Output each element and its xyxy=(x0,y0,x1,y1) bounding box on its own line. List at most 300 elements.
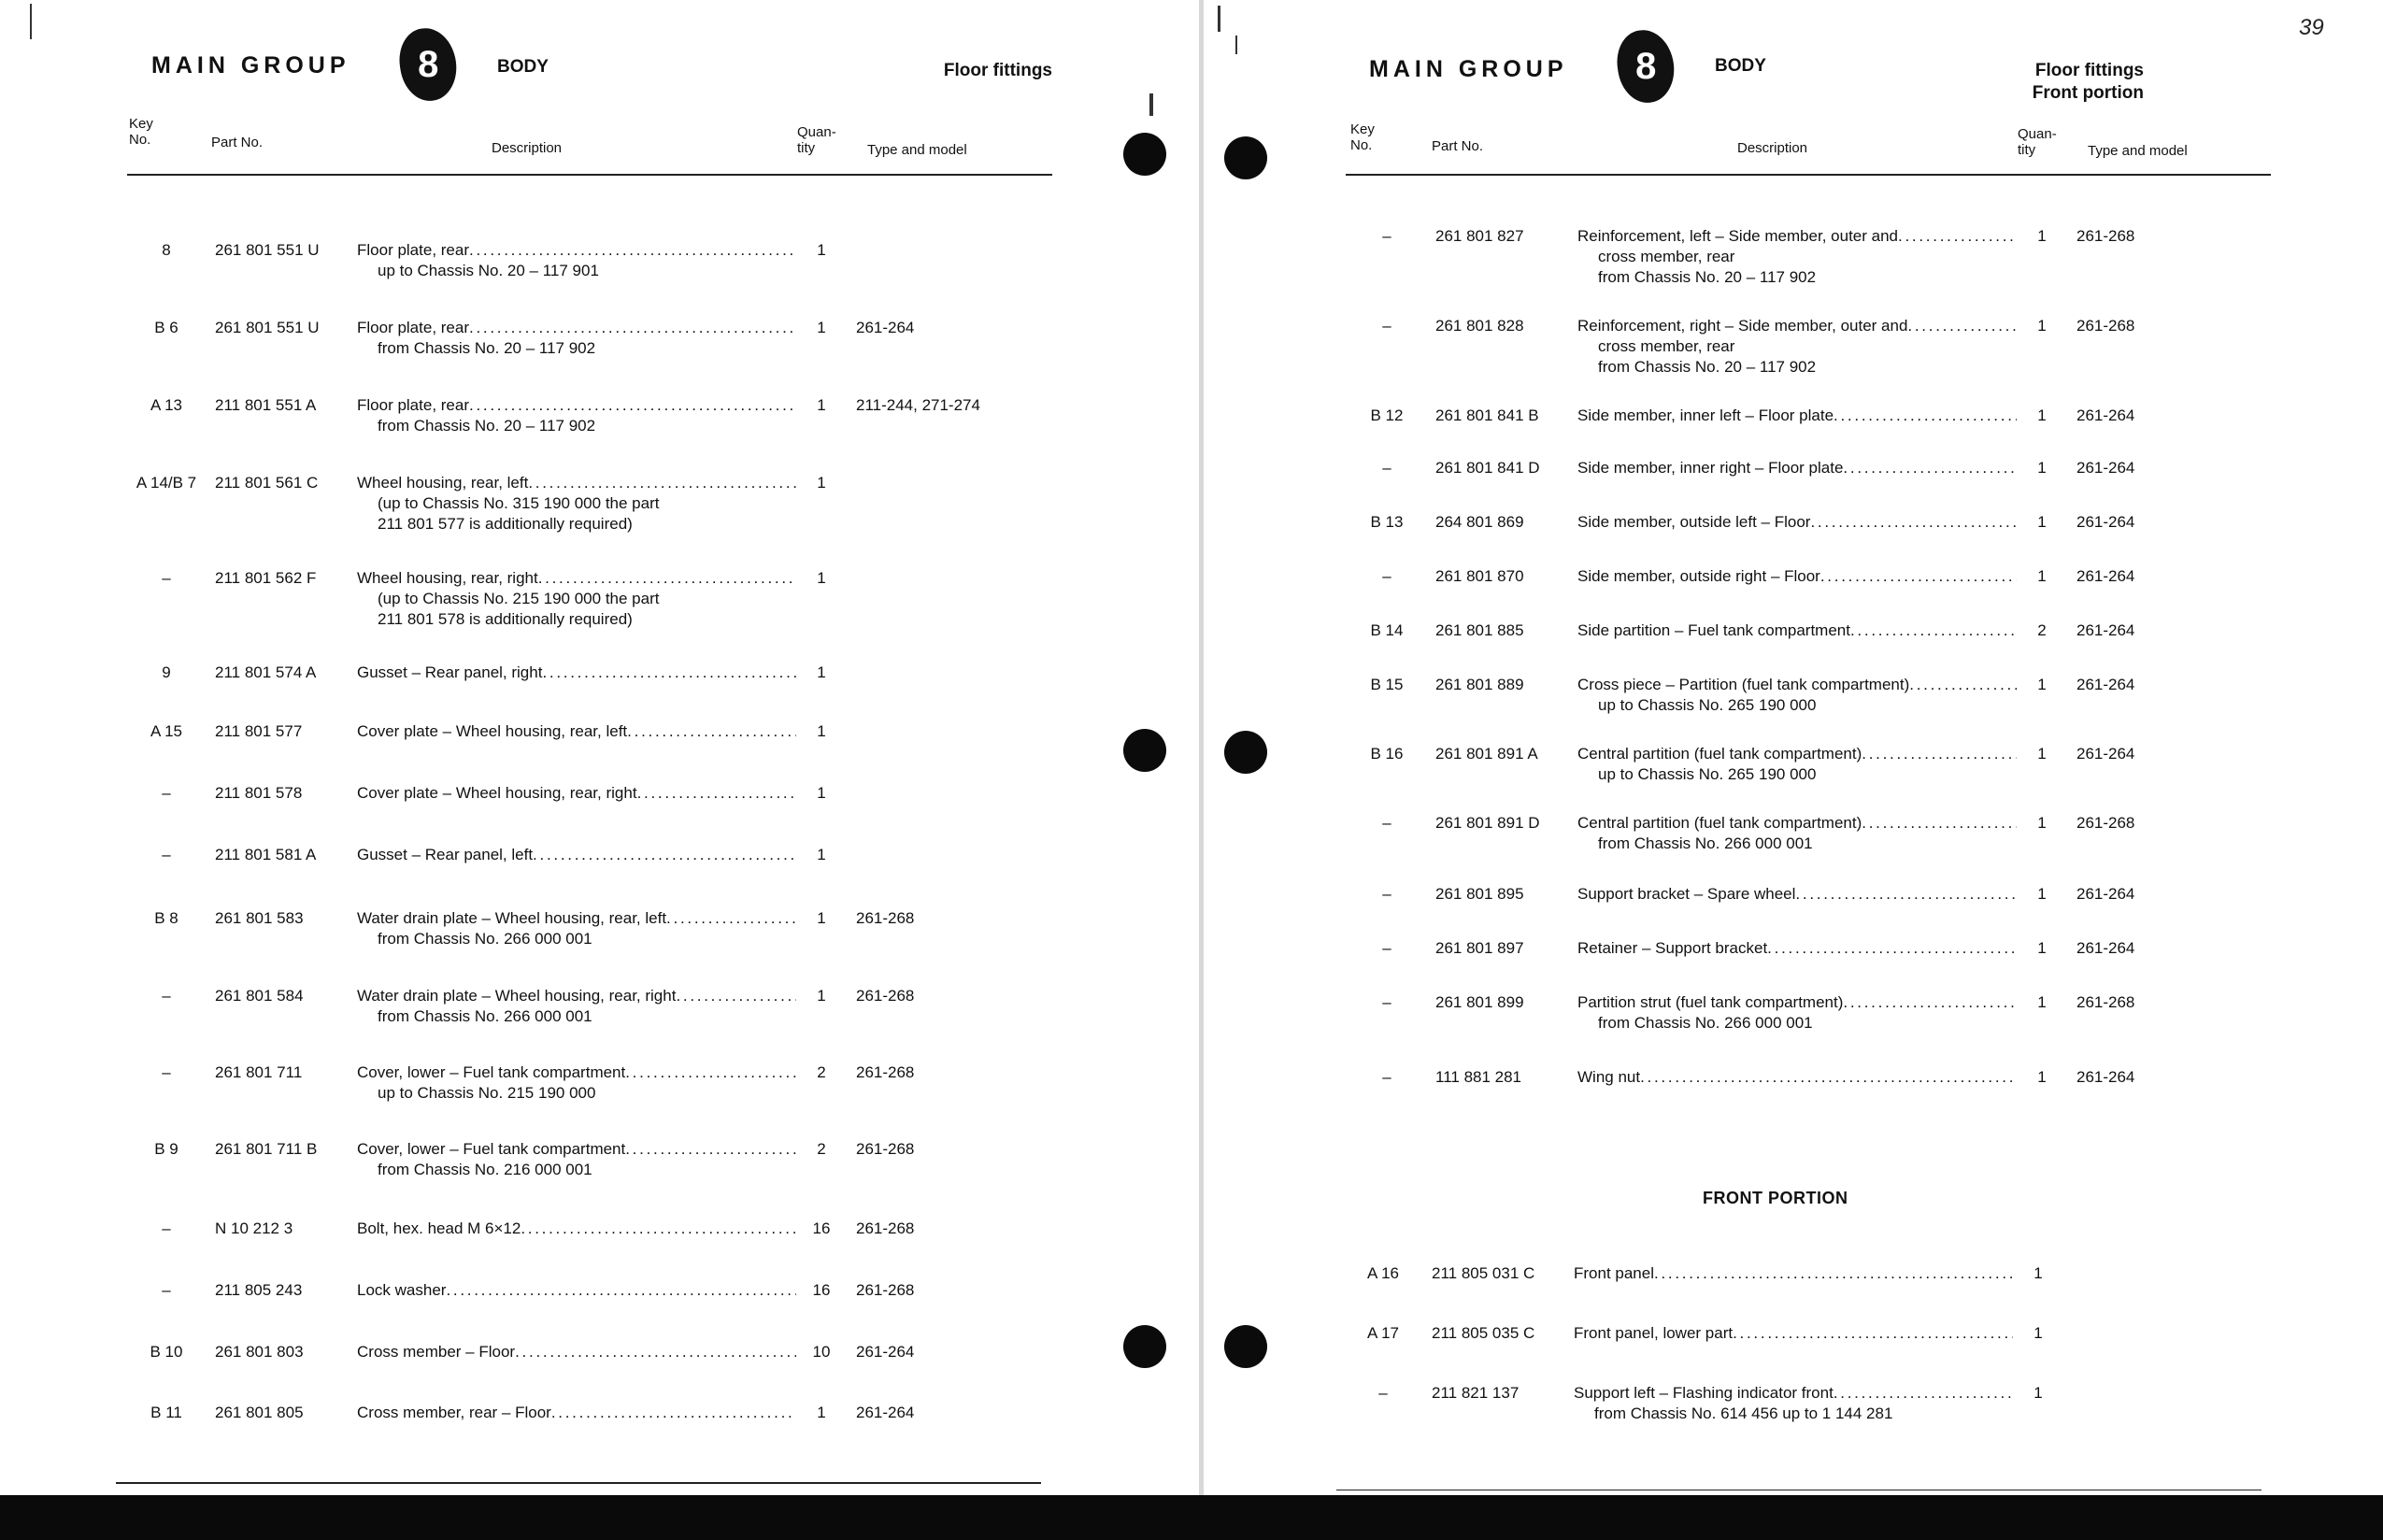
description xyxy=(357,1403,796,1423)
description-line xyxy=(1577,226,2017,247)
leader-dots xyxy=(1834,1383,2013,1404)
table-row xyxy=(1338,1383,2347,1439)
description xyxy=(357,845,796,865)
type-and-model: 261-268 xyxy=(856,987,915,1005)
subtitle-line: Front portion xyxy=(2032,83,2144,103)
type-and-model: 261-264 xyxy=(856,1343,915,1361)
key-no: B 8 xyxy=(154,909,178,927)
description xyxy=(357,986,796,1027)
description-text: Central partition (fuel tank compartment) xyxy=(1577,814,1862,832)
description-note: from Chassis No. 266 000 001 xyxy=(1598,834,1813,852)
description xyxy=(357,1219,796,1239)
main-group-title: MAIN GROUP xyxy=(151,52,350,78)
leader-dots xyxy=(625,1062,796,1083)
description xyxy=(357,395,796,436)
part-number: 261 801 827 xyxy=(1435,227,1524,245)
part-number: 211 801 562 F xyxy=(215,569,317,587)
page-subtitle xyxy=(2033,60,2144,105)
description xyxy=(1577,512,2017,533)
leader-dots xyxy=(1907,316,2017,336)
table-row xyxy=(121,1342,1131,1398)
binder-hole-bottom xyxy=(1224,1325,1267,1368)
part-number: 261 801 891 D xyxy=(1435,814,1540,832)
description-note: up to Chassis No. 265 190 000 xyxy=(1598,765,1817,783)
table-row xyxy=(1342,458,2351,514)
key-no: – xyxy=(1382,317,1391,335)
header-rule xyxy=(1346,174,2271,176)
description-text: Bolt, hex. head M 6×12 xyxy=(357,1219,521,1237)
description-note: from Chassis No. 20 – 117 902 xyxy=(1598,268,1817,286)
table-row xyxy=(121,986,1131,1042)
description-text: Front panel xyxy=(1574,1264,1654,1282)
description-text: Cross member – Floor xyxy=(357,1343,516,1361)
key-no: – xyxy=(162,569,171,587)
key-no: – xyxy=(1382,939,1391,957)
type-and-model: 261-264 xyxy=(2076,939,2135,957)
description-text: Reinforcement, left – Side member, outer and xyxy=(1577,227,1899,245)
quantity: 1 xyxy=(817,319,826,336)
description-line xyxy=(357,1280,796,1301)
quantity: 1 xyxy=(817,241,826,259)
quantity: 1 xyxy=(2037,885,2047,903)
description xyxy=(357,1139,796,1180)
description xyxy=(1577,938,2017,959)
leader-dots xyxy=(1843,458,2017,478)
quantity: 1 xyxy=(817,846,826,863)
part-number: 211 805 243 xyxy=(215,1281,303,1299)
quantity: 1 xyxy=(2037,317,2047,335)
part-number: 261 801 870 xyxy=(1435,567,1524,585)
quantity: 1 xyxy=(2037,1068,2047,1086)
description-text: Water drain plate – Wheel housing, rear, left xyxy=(357,909,667,927)
description-note: up to Chassis No. 20 – 117 901 xyxy=(378,262,599,279)
description-line xyxy=(357,318,796,338)
header-part-no: Part No. xyxy=(1432,138,1484,154)
table-row xyxy=(1342,226,2351,286)
header-quantity: Quan- tity xyxy=(797,124,836,156)
quantity: 1 xyxy=(2037,459,2047,477)
part-number: 264 801 869 xyxy=(1435,513,1524,531)
description-note: from Chassis No. 216 000 001 xyxy=(378,1161,592,1178)
table-row xyxy=(1342,884,2351,940)
section-label: BODY xyxy=(1715,56,1766,76)
quantity: 1 xyxy=(2037,406,2047,424)
description xyxy=(1577,884,2017,905)
description xyxy=(357,908,796,949)
type-and-model: 261-268 xyxy=(2076,993,2135,1011)
leader-dots xyxy=(1862,813,2017,834)
leader-dots xyxy=(1820,566,2017,587)
section-label: BODY xyxy=(497,57,549,77)
quantity: 1 xyxy=(2037,993,2047,1011)
table-row xyxy=(121,1219,1131,1275)
description xyxy=(357,473,796,535)
leader-dots xyxy=(1909,675,2017,695)
description xyxy=(1577,675,2017,716)
description-note: from Chassis No. 20 – 117 902 xyxy=(378,417,596,435)
type-and-model: 261-264 xyxy=(856,319,915,336)
description-line xyxy=(1574,1323,2013,1344)
scan-mark xyxy=(1149,93,1153,116)
table-row xyxy=(121,1280,1131,1336)
description-text: Side member, outside right – Floor xyxy=(1577,567,1820,585)
table-row xyxy=(1342,992,2351,1048)
key-no: B 16 xyxy=(1370,745,1404,763)
part-number: 211 801 577 xyxy=(215,722,303,740)
key-no: B 13 xyxy=(1370,513,1404,531)
group-number-badge xyxy=(395,24,461,105)
description xyxy=(1577,316,2017,378)
key-no: B 12 xyxy=(1370,406,1404,424)
description-text: Partition strut (fuel tank compartment) xyxy=(1577,993,1844,1011)
quantity: 1 xyxy=(817,722,826,740)
description-line xyxy=(357,986,796,1006)
table-row xyxy=(1338,1323,2347,1379)
description-text: Cross piece – Partition (fuel tank compartment) xyxy=(1577,676,1910,693)
description-line xyxy=(357,1403,796,1423)
description-note: from Chassis No. 266 000 001 xyxy=(378,930,592,948)
part-number: 211 821 137 xyxy=(1432,1384,1520,1402)
quantity: 1 xyxy=(817,784,826,802)
description xyxy=(1574,1323,2013,1344)
part-number: 261 801 889 xyxy=(1435,676,1524,693)
quantity: 10 xyxy=(812,1343,831,1361)
key-no: B 11 xyxy=(150,1404,182,1421)
quantity: 2 xyxy=(817,1140,826,1158)
description-line xyxy=(1577,512,2017,533)
leader-dots xyxy=(1834,406,2017,426)
table-row xyxy=(121,473,1131,533)
leader-dots xyxy=(542,663,796,683)
part-number: N 10 212 3 xyxy=(215,1219,293,1237)
key-no: A 17 xyxy=(1366,1324,1400,1342)
quantity: 16 xyxy=(812,1219,831,1237)
table-row xyxy=(121,318,1131,374)
binder-hole-bottom xyxy=(1123,1325,1166,1368)
key-no: A 16 xyxy=(1366,1264,1400,1282)
key-no: – xyxy=(1382,227,1391,245)
leader-dots xyxy=(637,783,796,804)
table-row xyxy=(1342,744,2351,800)
key-no: – xyxy=(1378,1384,1388,1402)
binder-hole-top xyxy=(1224,136,1267,179)
key-no: B 9 xyxy=(154,1140,178,1158)
key-no: – xyxy=(162,846,171,863)
description-text: Front panel, lower part xyxy=(1574,1324,1734,1342)
part-number: 211 801 551 A xyxy=(215,396,317,414)
scan-bottom-edge xyxy=(0,1495,2383,1540)
description-text: Floor plate, rear xyxy=(357,396,469,414)
description-text: Floor plate, rear xyxy=(357,241,469,259)
description-line xyxy=(357,1219,796,1239)
key-no: – xyxy=(1382,993,1391,1011)
key-no: – xyxy=(162,1219,171,1237)
group-number: 8 xyxy=(417,43,439,85)
right-catalog-page xyxy=(1204,0,2383,1495)
description-line xyxy=(357,240,796,261)
part-number: 211 801 578 xyxy=(215,784,303,802)
description-note: from Chassis No. 614 456 up to 1 144 281 xyxy=(1594,1405,1893,1422)
table-row xyxy=(1342,675,2351,731)
description-text: Support left – Flashing indicator front xyxy=(1574,1384,1834,1402)
table-row xyxy=(1342,938,2351,994)
description-text: Side member, inner right – Floor plate xyxy=(1577,459,1844,477)
key-no: – xyxy=(162,784,171,802)
key-no: 9 xyxy=(162,663,171,681)
description-note: 211 801 577 is additionally required) xyxy=(378,515,633,533)
quantity: 1 xyxy=(2037,939,2047,957)
part-number: 261 801 885 xyxy=(1435,621,1524,639)
key-no: – xyxy=(1382,459,1391,477)
key-no: – xyxy=(162,1063,171,1081)
leader-dots xyxy=(446,1280,796,1301)
description-line xyxy=(357,1139,796,1160)
description-line xyxy=(1577,406,2017,426)
type-and-model: 261-268 xyxy=(2076,317,2135,335)
part-number: 261 801 711 xyxy=(215,1063,303,1081)
table-row xyxy=(1342,813,2351,869)
quantity: 1 xyxy=(817,909,826,927)
key-no: – xyxy=(1382,567,1391,585)
description-line xyxy=(357,1062,796,1083)
footer-rule xyxy=(116,1482,1041,1484)
part-number: 261 801 551 U xyxy=(215,241,320,259)
header-rule xyxy=(127,174,1052,176)
type-and-model: 261-268 xyxy=(2076,814,2135,832)
table-row xyxy=(1342,620,2351,677)
part-number: 261 801 828 xyxy=(1435,317,1524,335)
description-text: Gusset – Rear panel, right xyxy=(357,663,543,681)
quantity: 1 xyxy=(2037,567,2047,585)
table-row xyxy=(121,783,1131,839)
quantity: 1 xyxy=(2037,227,2047,245)
leader-dots xyxy=(538,568,796,589)
description xyxy=(357,568,796,630)
description xyxy=(1574,1383,2013,1424)
leader-dots xyxy=(627,721,796,742)
description xyxy=(1577,620,2017,641)
page-mark: 39 xyxy=(2299,15,2324,40)
description-line xyxy=(357,721,796,742)
group-number-badge xyxy=(1613,26,1678,107)
part-number: 261 801 584 xyxy=(215,987,304,1005)
header-key-no: Key No. xyxy=(129,116,153,148)
group-number: 8 xyxy=(1634,45,1657,87)
part-number: 261 801 897 xyxy=(1435,939,1524,957)
table-row xyxy=(121,908,1131,964)
description xyxy=(357,1342,796,1362)
description-text: Water drain plate – Wheel housing, rear, right xyxy=(357,987,677,1005)
description-text: Gusset – Rear panel, left xyxy=(357,846,534,863)
leader-dots xyxy=(528,473,796,493)
description-line xyxy=(1574,1263,2013,1284)
leader-dots xyxy=(1654,1263,2013,1284)
description xyxy=(1574,1263,2013,1284)
part-number: 261 801 583 xyxy=(215,909,304,927)
quantity: 1 xyxy=(2037,814,2047,832)
part-number: 261 801 841 B xyxy=(1435,406,1539,424)
type-and-model: 261-264 xyxy=(2076,885,2135,903)
description-note: (up to Chassis No. 315 190 000 the part xyxy=(378,494,660,512)
table-row xyxy=(1342,566,2351,622)
description-line xyxy=(1577,992,2017,1013)
leader-dots xyxy=(469,318,796,338)
description-text: Lock washer xyxy=(357,1281,447,1299)
key-no: A 13 xyxy=(150,396,183,414)
description-line xyxy=(357,395,796,416)
leader-dots xyxy=(666,908,796,929)
part-number: 261 801 711 B xyxy=(215,1140,318,1158)
part-number: 261 801 899 xyxy=(1435,993,1524,1011)
type-and-model: 261-268 xyxy=(856,1140,915,1158)
header-description: Description xyxy=(492,140,563,156)
description-text: Reinforcement, right – Side member, outer and xyxy=(1577,317,1908,335)
table-row xyxy=(121,568,1131,628)
quantity: 2 xyxy=(2037,621,2047,639)
header-part-no: Part No. xyxy=(211,135,264,150)
description xyxy=(357,663,796,683)
header-key-no: Key No. xyxy=(1350,121,1375,153)
table-row xyxy=(1342,316,2351,376)
description-note: from Chassis No. 20 – 117 902 xyxy=(1598,358,1817,376)
page-subtitle: Floor fittings xyxy=(943,61,1052,80)
description-text: Wheel housing, rear, left xyxy=(357,474,529,492)
table-row xyxy=(121,1139,1131,1195)
binder-hole-middle xyxy=(1224,731,1267,774)
description xyxy=(1577,406,2017,426)
description-line xyxy=(357,568,796,589)
description-text: Side member, outside left – Floor xyxy=(1577,513,1811,531)
quantity: 1 xyxy=(2033,1384,2043,1402)
key-no: – xyxy=(1382,885,1391,903)
type-and-model: 261-264 xyxy=(2076,567,2135,585)
binder-hole-middle xyxy=(1123,729,1166,772)
quantity: 1 xyxy=(817,663,826,681)
binder-hole-top xyxy=(1123,133,1166,176)
leader-dots xyxy=(1810,512,2017,533)
description-text: Cross member, rear – Floor xyxy=(357,1404,551,1421)
description xyxy=(357,721,796,742)
table-row xyxy=(121,1062,1131,1119)
description-note: from Chassis No. 266 000 001 xyxy=(1598,1014,1813,1032)
type-and-model: 261-264 xyxy=(2076,406,2135,424)
type-and-model: 261-264 xyxy=(2076,513,2135,531)
table-row xyxy=(1338,1263,2347,1319)
description-line xyxy=(1577,675,2017,695)
description-text: Cover plate – Wheel housing, rear, left xyxy=(357,722,628,740)
leader-dots xyxy=(1898,226,2017,247)
table-row xyxy=(1342,406,2351,462)
description-line xyxy=(357,473,796,493)
key-no: 8 xyxy=(162,241,171,259)
part-number: 111 881 281 xyxy=(1435,1068,1522,1086)
description xyxy=(1577,744,2017,785)
description-line xyxy=(1577,620,2017,641)
table-row xyxy=(1342,512,2351,568)
description-line xyxy=(1577,566,2017,587)
description xyxy=(1577,1067,2017,1088)
description-note: up to Chassis No. 215 190 000 xyxy=(378,1084,596,1102)
type-and-model: 261-268 xyxy=(856,909,915,927)
description-line xyxy=(1577,884,2017,905)
description-line xyxy=(1577,813,2017,834)
description xyxy=(357,1280,796,1301)
description-line xyxy=(357,845,796,865)
leader-dots xyxy=(1733,1323,2013,1344)
description-line xyxy=(357,908,796,929)
description-line xyxy=(357,1342,796,1362)
description xyxy=(1577,458,2017,478)
quantity: 16 xyxy=(812,1281,831,1299)
description-text: Cover, lower – Fuel tank compartment xyxy=(357,1140,626,1158)
leader-dots xyxy=(521,1219,796,1239)
type-and-model: 261-264 xyxy=(856,1404,915,1421)
leader-dots xyxy=(1795,884,2017,905)
part-number: 261 801 803 xyxy=(215,1343,304,1361)
description-note: from Chassis No. 266 000 001 xyxy=(378,1007,592,1025)
description-line xyxy=(357,663,796,683)
description xyxy=(1577,992,2017,1034)
description-note: up to Chassis No. 265 190 000 xyxy=(1598,696,1817,714)
part-number: 261 801 895 xyxy=(1435,885,1524,903)
description-text: Wing nut xyxy=(1577,1068,1641,1086)
quantity: 1 xyxy=(817,987,826,1005)
header-type-model: Type and model xyxy=(867,142,967,158)
description-text: Central partition (fuel tank compartment) xyxy=(1577,745,1862,763)
key-no: B 6 xyxy=(154,319,178,336)
type-and-model: 261-264 xyxy=(2076,459,2135,477)
key-no: B 14 xyxy=(1370,621,1404,639)
leader-dots xyxy=(1862,744,2017,764)
leader-dots xyxy=(1767,938,2017,959)
description-text: Side member, inner left – Floor plate xyxy=(1577,406,1834,424)
type-and-model: 261-268 xyxy=(2076,227,2135,245)
description xyxy=(1577,813,2017,854)
table-row xyxy=(121,721,1131,777)
quantity: 1 xyxy=(817,1404,826,1421)
quantity: 1 xyxy=(817,569,826,587)
description xyxy=(1577,226,2017,288)
header-type-model: Type and model xyxy=(2088,143,2188,159)
description-note: cross member, rear xyxy=(1598,248,1735,265)
type-and-model: 211-244, 271-274 xyxy=(856,396,980,414)
quantity: 1 xyxy=(2037,676,2047,693)
description xyxy=(357,240,796,281)
description-line xyxy=(357,783,796,804)
type-and-model: 261-264 xyxy=(2076,621,2135,639)
scan-mark xyxy=(30,4,32,39)
type-and-model: 261-268 xyxy=(856,1063,915,1081)
type-and-model: 261-264 xyxy=(2076,676,2135,693)
key-no: – xyxy=(162,987,171,1005)
description-line xyxy=(1577,1067,2017,1088)
description-text: Cover, lower – Fuel tank compartment xyxy=(357,1063,626,1081)
key-no: A 15 xyxy=(150,722,183,740)
description-note: 211 801 578 is additionally required) xyxy=(378,610,633,628)
description-text: Retainer – Support bracket xyxy=(1577,939,1768,957)
left-catalog-page xyxy=(0,0,1199,1495)
description-text: Floor plate, rear xyxy=(357,319,469,336)
table-row xyxy=(121,240,1131,296)
header-quantity: Quan- tity xyxy=(2018,126,2057,158)
scan-mark xyxy=(1235,36,1237,54)
quantity: 1 xyxy=(2037,513,2047,531)
table-row xyxy=(1342,1067,2351,1123)
type-and-model: 261-268 xyxy=(856,1219,915,1237)
description xyxy=(1577,566,2017,587)
part-number: 261 801 551 U xyxy=(215,319,320,336)
table-row xyxy=(121,1403,1131,1459)
